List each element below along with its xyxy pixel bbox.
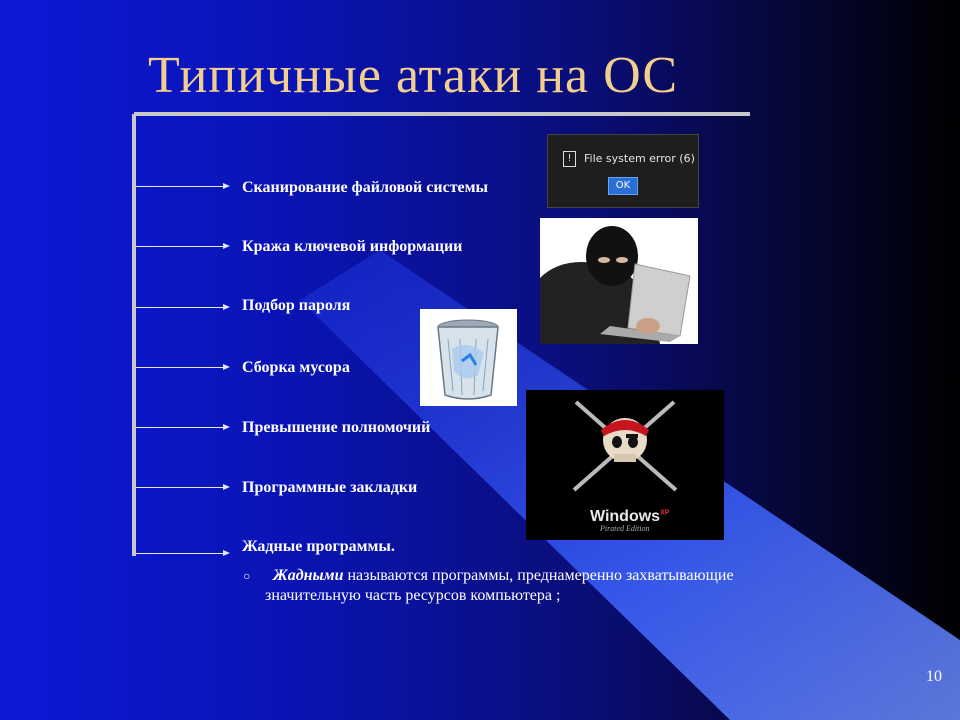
bullet-circle: ○ <box>243 569 251 583</box>
recycle-bin-icon <box>420 309 517 406</box>
arrow-4 <box>136 367 224 368</box>
hacker-icon <box>540 218 698 344</box>
item-privilege-escalation: Превышение полномочий <box>242 419 431 436</box>
arrow-2 <box>136 246 224 247</box>
ok-button: OK <box>608 177 638 195</box>
item-key-info-theft: Кража ключевой информации <box>242 238 463 255</box>
item-password-guessing: Подбор пароля <box>242 297 351 314</box>
item-greedy-programs: Жадные программы. <box>242 538 395 555</box>
warning-icon: ! <box>563 151 576 167</box>
edition-label: Pirated Edition <box>600 524 650 533</box>
item-garbage-collection: Сборка мусора <box>242 359 350 376</box>
item-software-bookmarks: Программные закладки <box>242 479 418 496</box>
arrow-1 <box>136 186 224 187</box>
arrow-6 <box>136 487 224 488</box>
page-number: 10 <box>926 668 942 685</box>
error-message: File system error (6) <box>584 152 695 165</box>
greedy-programs-definition: ○ Жадными называются программы, преднамеренно захватывающие значительную часть ресурсов компьютера ; <box>243 567 734 604</box>
slide-title: Типичные атаки на ОС <box>148 47 678 104</box>
error-dialog-image <box>547 134 699 208</box>
recycle-bin-image <box>420 309 517 406</box>
pirate-windows-image <box>526 390 724 540</box>
greedy-term: Жадными <box>273 567 344 584</box>
arrow-7 <box>136 553 224 554</box>
hacker-image <box>540 218 698 344</box>
windows-brand: Windows$^{XP}$ <box>590 508 670 525</box>
arrow-5 <box>136 427 224 428</box>
title-underline <box>134 112 750 116</box>
tree-vertical-line <box>132 114 136 556</box>
arrow-3 <box>136 307 224 308</box>
item-file-system-scan: Сканирование файловой системы <box>242 179 489 196</box>
